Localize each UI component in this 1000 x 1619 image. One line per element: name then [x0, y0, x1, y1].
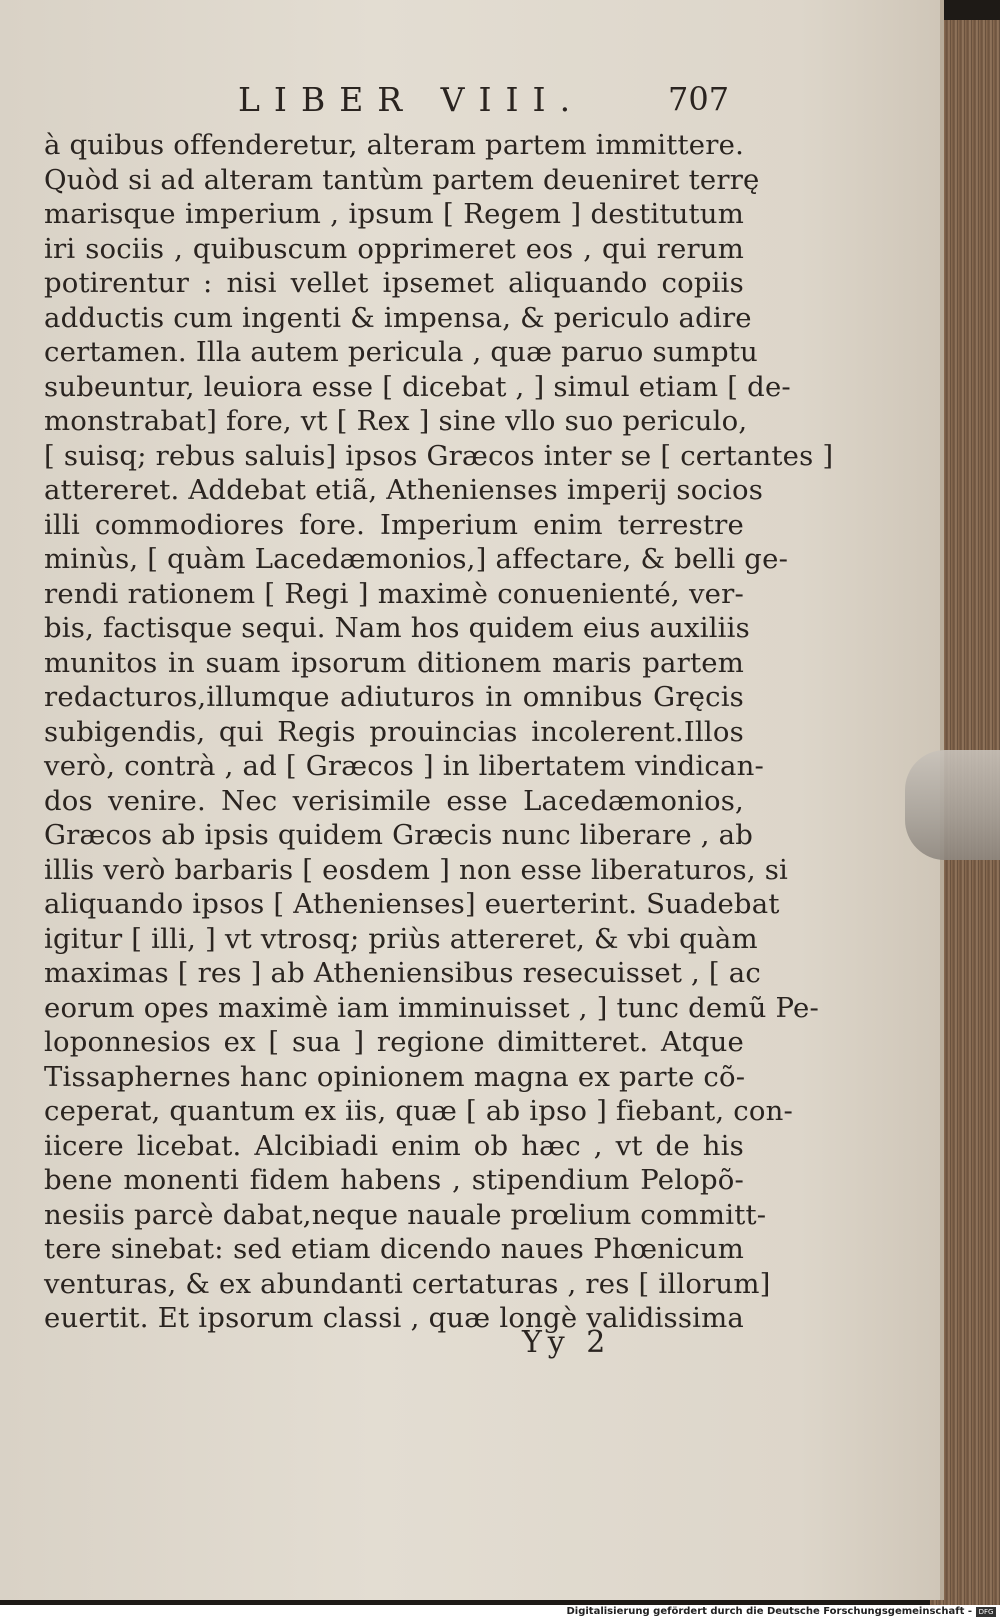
- text-line: verò, contrà , ad [ Græcos ] in libertatem vindican-: [44, 750, 765, 782]
- text-line: bene monenti fidem habens , stipendium Pelopõ-: [44, 1164, 744, 1196]
- text-line: monstrabat] fore, vt [ Rex ] sine vllo suo periculo,: [44, 405, 748, 437]
- text-line: aliquando ipsos [ Athenienses] euerterint. Suadebat: [44, 888, 780, 920]
- running-head: LIBER VIII.: [238, 80, 585, 119]
- body-text: [44, 128, 834, 1336]
- page-clip: [905, 750, 1000, 860]
- text-line: dos venire. Nec verisimile esse Lacedæmonios,: [44, 784, 744, 817]
- text-line: attereret. Addebat etiã, Athenienses imperij socios: [44, 474, 764, 506]
- text-line: munitos in suam ipsorum ditionem maris partem: [44, 646, 744, 679]
- text-line: venturas, & ex abundanti certaturas , res [ illorum]: [44, 1267, 771, 1300]
- text-line: illis verò barbaris [ eosdem ] non esse liberaturos, si: [44, 853, 789, 886]
- text-line: Quòd si ad alteram tantùm partem deueniret terrę: [44, 163, 760, 196]
- page-header: [0, 80, 940, 126]
- text-line: bis, factisque sequi. Nam hos quidem eius auxiliis: [44, 612, 750, 644]
- text-line: iicere licebat. Alcibiadi enim ob hæc , vt de his: [44, 1129, 744, 1162]
- text-line: à quibus offenderetur, alteram partem immittere.: [44, 129, 745, 161]
- text-line: Græcos ab ipsis quidem Græcis nunc liberare , ab: [44, 819, 754, 851]
- footer-bar: [0, 1605, 1000, 1619]
- dfg-logo: DFG: [976, 1607, 996, 1617]
- text-line: loponnesios ex [ sua ] regione dimitteret. Atque: [44, 1026, 744, 1058]
- text-line: illi commodiores fore. Imperium enim terrestre: [44, 508, 744, 541]
- text-line: euertit. Et ipsorum classi , quæ longè validissima: [44, 1302, 744, 1334]
- text-line: igitur [ illi, ] vt vtrosq; priùs attereret, & vbi quàm: [44, 922, 758, 955]
- text-line: adductis cum ingenti & impensa, & periculo adire: [44, 301, 752, 334]
- text-line: rendi rationem [ Regi ] maximè conuenienté, ver-: [44, 577, 744, 610]
- text-line: iri sociis , quibuscum opprimeret eos , qui rerum: [44, 232, 744, 265]
- text-line: Tissaphernes hanc opinionem magna ex parte cõ-: [44, 1060, 746, 1093]
- text-line: tere sinebat: sed etiam dicendo naues Phœnicum: [44, 1233, 744, 1265]
- text-line: subigendis, qui Regis prouincias incolerent.Illos: [44, 715, 744, 748]
- text-line: [ suisq; rebus saluis] ipsos Græcos inter se [ certantes ]: [44, 439, 834, 472]
- text-line: ceperat, quantum ex iis, quæ [ ab ipso ] fiebant, con-: [44, 1095, 793, 1127]
- text-line: certamen. Illa autem pericula , quæ paruo sumptu: [44, 336, 758, 368]
- signature-mark: Yy 2: [522, 1325, 612, 1360]
- text-line: redacturos,illumque adiuturos in omnibus Gręcis: [44, 681, 744, 713]
- page-number: 707: [668, 80, 730, 118]
- text-line: marisque imperium , ipsum [ Regem ] destitutum: [44, 198, 744, 230]
- funding-credit: Digitalisierung gefördert durch die Deutsche Forschungsgemeinschaft -: [566, 1606, 972, 1617]
- text-line: nesiis parcè dabat,neque nauale prœlium committ-: [44, 1198, 767, 1231]
- text-line: maximas [ res ] ab Atheniensibus resecuisset , [ ac: [44, 957, 761, 989]
- text-line: subeuntur, leuiora esse [ dicebat , ] simul etiam [ de-: [44, 370, 791, 403]
- text-line: minùs, [ quàm Lacedæmonios,] affectare, & belli ge-: [44, 543, 789, 575]
- text-line: eorum opes maximè iam imminuisset , ] tunc demũ Pe-: [44, 991, 819, 1024]
- text-line: potirentur : nisi vellet ipsemet aliquando copiis: [44, 267, 744, 299]
